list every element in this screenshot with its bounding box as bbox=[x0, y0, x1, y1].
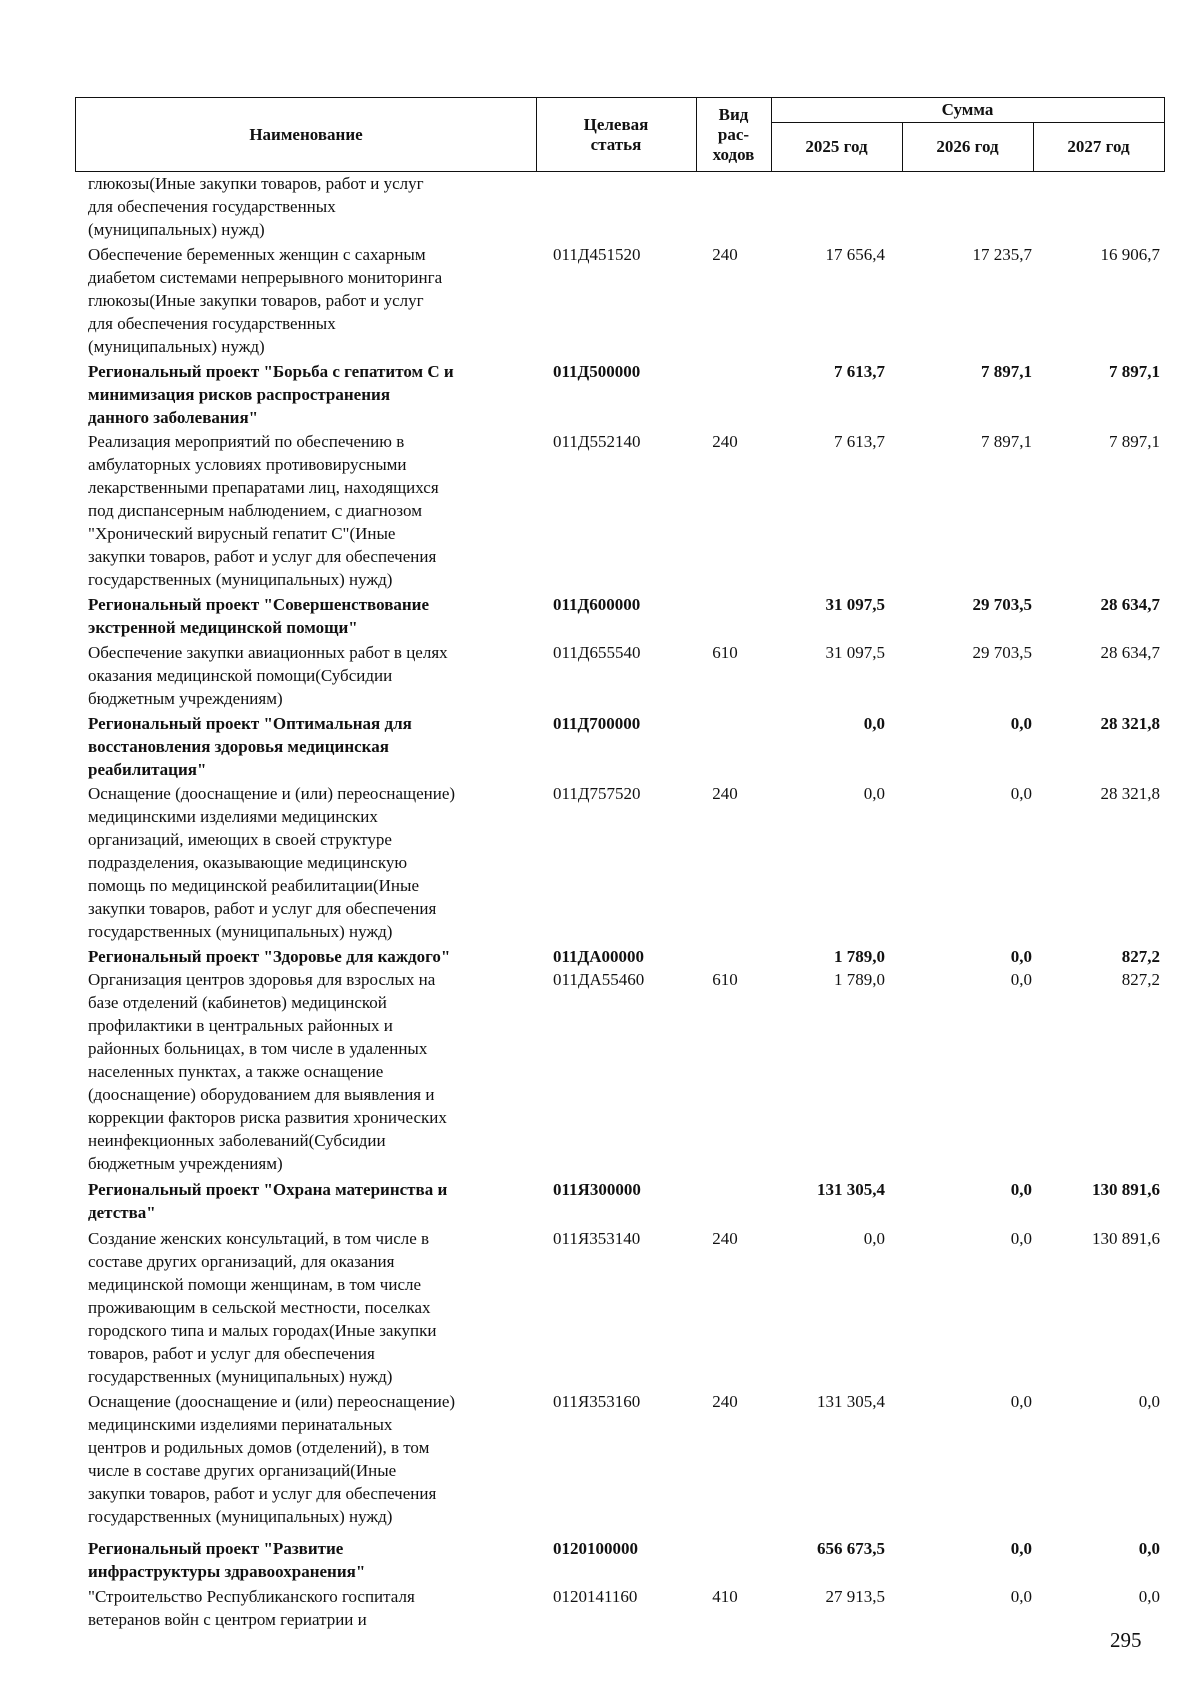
row-amount-2025: 0,0 bbox=[863, 1229, 885, 1248]
row-amount-2025: 1 789,0 bbox=[834, 970, 885, 989]
row-code: 011Д757520 bbox=[553, 784, 641, 803]
row-code: 011Я353140 bbox=[553, 1229, 641, 1248]
row-vid: 410 bbox=[712, 1587, 738, 1606]
row-amount-2025: 7 613,7 bbox=[834, 432, 885, 451]
row-name: Создание женских консультаций, в том числе в составе других организаций, для оказания медицинской помощи женщинам, в том числе проживающим в сельской местности, поселках городского типа и малых городах(Иные закупки товаров, работ и услуг для обеспечения государственных (муниципальных) нужд) bbox=[88, 1229, 437, 1386]
row-amount-2027: 28 634,7 bbox=[1100, 595, 1160, 614]
header-code: Целевая статья bbox=[583, 114, 649, 154]
header-2027: 2027 год bbox=[1067, 136, 1130, 156]
row-amount-2027: 28 321,8 bbox=[1100, 714, 1160, 733]
row-vid: 240 bbox=[712, 1392, 738, 1411]
row-amount-2026: 17 235,7 bbox=[972, 245, 1032, 264]
row-amount-2025: 27 913,5 bbox=[825, 1587, 885, 1606]
row-amount-2026: 7 897,1 bbox=[981, 432, 1032, 451]
page-number: 295 bbox=[1110, 1628, 1142, 1652]
row-amount-2026: 29 703,5 bbox=[972, 643, 1032, 662]
row-amount-2027: 0,0 bbox=[1138, 1392, 1160, 1411]
row-amount-2027: 0,0 bbox=[1138, 1587, 1160, 1606]
row-name: Региональный проект "Борьба с гепатитом С и минимизация рисков распространения данного заболевания" bbox=[88, 362, 454, 427]
row-name: Оснащение (дооснащение и (или) переоснащение) медицинскими изделиями медицинских организаций, имеющих в своей структуре подразделения, оказывающие медицинскую помощь по медицинской реабилитации(Иные закупки товаров, работ и услуг для обеспечения государственных (муниципальных) нужд) bbox=[88, 784, 456, 941]
row-amount-2027: 0,0 bbox=[1138, 1539, 1160, 1558]
row-name: Обеспечение закупки авиационных работ в целях оказания медицинской помощи(Субсидии бюджетным учреждениям) bbox=[88, 643, 448, 708]
row-amount-2027: 827,2 bbox=[1121, 947, 1160, 966]
row-amount-2026: 0,0 bbox=[1010, 1587, 1032, 1606]
row-amount-2026: 29 703,5 bbox=[972, 595, 1032, 614]
row-amount-2026: 0,0 bbox=[1010, 1229, 1032, 1248]
row-name: Региональный проект "Совершенствование экстренной медицинской помощи" bbox=[88, 595, 430, 637]
row-amount-2026: 7 897,1 bbox=[981, 362, 1032, 381]
row-name: Региональный проект "Здоровье для каждого" bbox=[88, 947, 451, 966]
row-amount-2027: 16 906,7 bbox=[1100, 245, 1160, 264]
row-code: 011Я300000 bbox=[553, 1180, 641, 1199]
row-amount-2025: 7 613,7 bbox=[834, 362, 885, 381]
row-amount-2025: 1 789,0 bbox=[834, 947, 885, 966]
row-amount-2026: 0,0 bbox=[1010, 1539, 1032, 1558]
row-amount-2026: 0,0 bbox=[1010, 947, 1032, 966]
row-code: 0120100000 bbox=[553, 1539, 638, 1558]
row-amount-2025: 17 656,4 bbox=[825, 245, 885, 264]
row-code: 011Д451520 bbox=[553, 245, 641, 264]
row-name: Региональный проект "Охрана материнства и детства" bbox=[88, 1180, 448, 1222]
row-amount-2027: 827,2 bbox=[1121, 970, 1160, 989]
header-2025: 2025 год bbox=[805, 136, 868, 156]
header-vid: Вид рас-ходов bbox=[712, 104, 755, 164]
row-amount-2027: 28 634,7 bbox=[1100, 643, 1160, 662]
header-name: Наименование bbox=[249, 124, 363, 144]
row-amount-2025: 131 305,4 bbox=[817, 1180, 885, 1199]
row-vid: 240 bbox=[712, 245, 738, 264]
row-code: 011Д552140 bbox=[553, 432, 641, 451]
row-amount-2027: 130 891,6 bbox=[1092, 1180, 1160, 1199]
header-sum: Сумма bbox=[941, 100, 994, 119]
row-vid: 240 bbox=[712, 784, 738, 803]
row-amount-2026: 0,0 bbox=[1010, 784, 1032, 803]
row-amount-2027: 7 897,1 bbox=[1109, 432, 1160, 451]
row-vid: 240 bbox=[712, 432, 738, 451]
row-amount-2025: 31 097,5 bbox=[825, 595, 885, 614]
row-code: 011Д655540 bbox=[553, 643, 641, 662]
row-name: Реализация мероприятий по обеспечению в амбулаторных условиях противовирусными лекарственными препаратами лиц, находящихся под диспансерным наблюдением, с диагнозом "Хронический вирусный гепатит С"(Иные закупки товаров, работ и услуг для обеспечения государственных (муниципальных) нужд) bbox=[88, 432, 439, 589]
row-amount-2027: 28 321,8 bbox=[1100, 784, 1160, 803]
row-amount-2026: 0,0 bbox=[1010, 1180, 1032, 1199]
row-code: 011Д600000 bbox=[553, 595, 641, 614]
row-name: Оснащение (дооснащение и (или) переоснащение) медицинскими изделиями перинатальных центров и родильных домов (отделений), в том числе в составе других организаций(Иные закупки товаров, работ и услуг для обеспечения государственных (муниципальных) нужд) bbox=[88, 1392, 456, 1526]
row-amount-2026: 0,0 bbox=[1010, 970, 1032, 989]
row-code: 011ДА55460 bbox=[553, 970, 645, 989]
row-vid: 610 bbox=[712, 643, 738, 662]
row-name: Региональный проект "Развитие инфраструктуры здравоохранения" bbox=[88, 1539, 366, 1581]
row-code: 0120141160 bbox=[553, 1587, 638, 1606]
row-name: Региональный проект "Оптимальная для восстановления здоровья медицинская реабилитация" bbox=[88, 714, 412, 779]
row-amount-2025: 656 673,5 bbox=[817, 1539, 885, 1558]
row-code: 011Я353160 bbox=[553, 1392, 641, 1411]
row-amount-2025: 0,0 bbox=[863, 714, 885, 733]
row-code: 011Д500000 bbox=[553, 362, 641, 381]
row-name: глюкозы(Иные закупки товаров, работ и услуг для обеспечения государственных (муниципальных) нужд) bbox=[88, 174, 424, 239]
row-amount-2026: 0,0 bbox=[1010, 714, 1032, 733]
header-2026: 2026 год bbox=[936, 136, 999, 156]
row-amount-2027: 130 891,6 bbox=[1092, 1229, 1160, 1248]
row-vid: 240 bbox=[712, 1229, 738, 1248]
table-header bbox=[75, 97, 1165, 172]
row-amount-2027: 7 897,1 bbox=[1109, 362, 1160, 381]
row-name: Обеспечение беременных женщин с сахарным диабетом системами непрерывного мониторинга глюкозы(Иные закупки товаров, работ и услуг для обеспечения государственных (муниципальных) нужд) bbox=[88, 245, 443, 356]
row-code: 011Д700000 bbox=[553, 714, 641, 733]
row-amount-2025: 131 305,4 bbox=[817, 1392, 885, 1411]
row-amount-2025: 0,0 bbox=[863, 784, 885, 803]
row-code: 011ДА00000 bbox=[553, 947, 645, 966]
row-vid: 610 bbox=[712, 970, 738, 989]
row-amount-2026: 0,0 bbox=[1010, 1392, 1032, 1411]
row-name: Организация центров здоровья для взрослых на базе отделений (кабинетов) медицинской профилактики в центральных районных и районных больницах, в том числе в удаленных населенных пунктах, а также оснащение (дооснащение) оборудованием для выявления и коррекции факторов риска развития хронических неинфекционных заболеваний(Субсидии бюджетным учреждениям) bbox=[88, 970, 447, 1173]
row-amount-2025: 31 097,5 bbox=[825, 643, 885, 662]
row-name: "Строительство Республиканского госпиталя ветеранов войн с центром гериатрии и bbox=[88, 1587, 415, 1629]
